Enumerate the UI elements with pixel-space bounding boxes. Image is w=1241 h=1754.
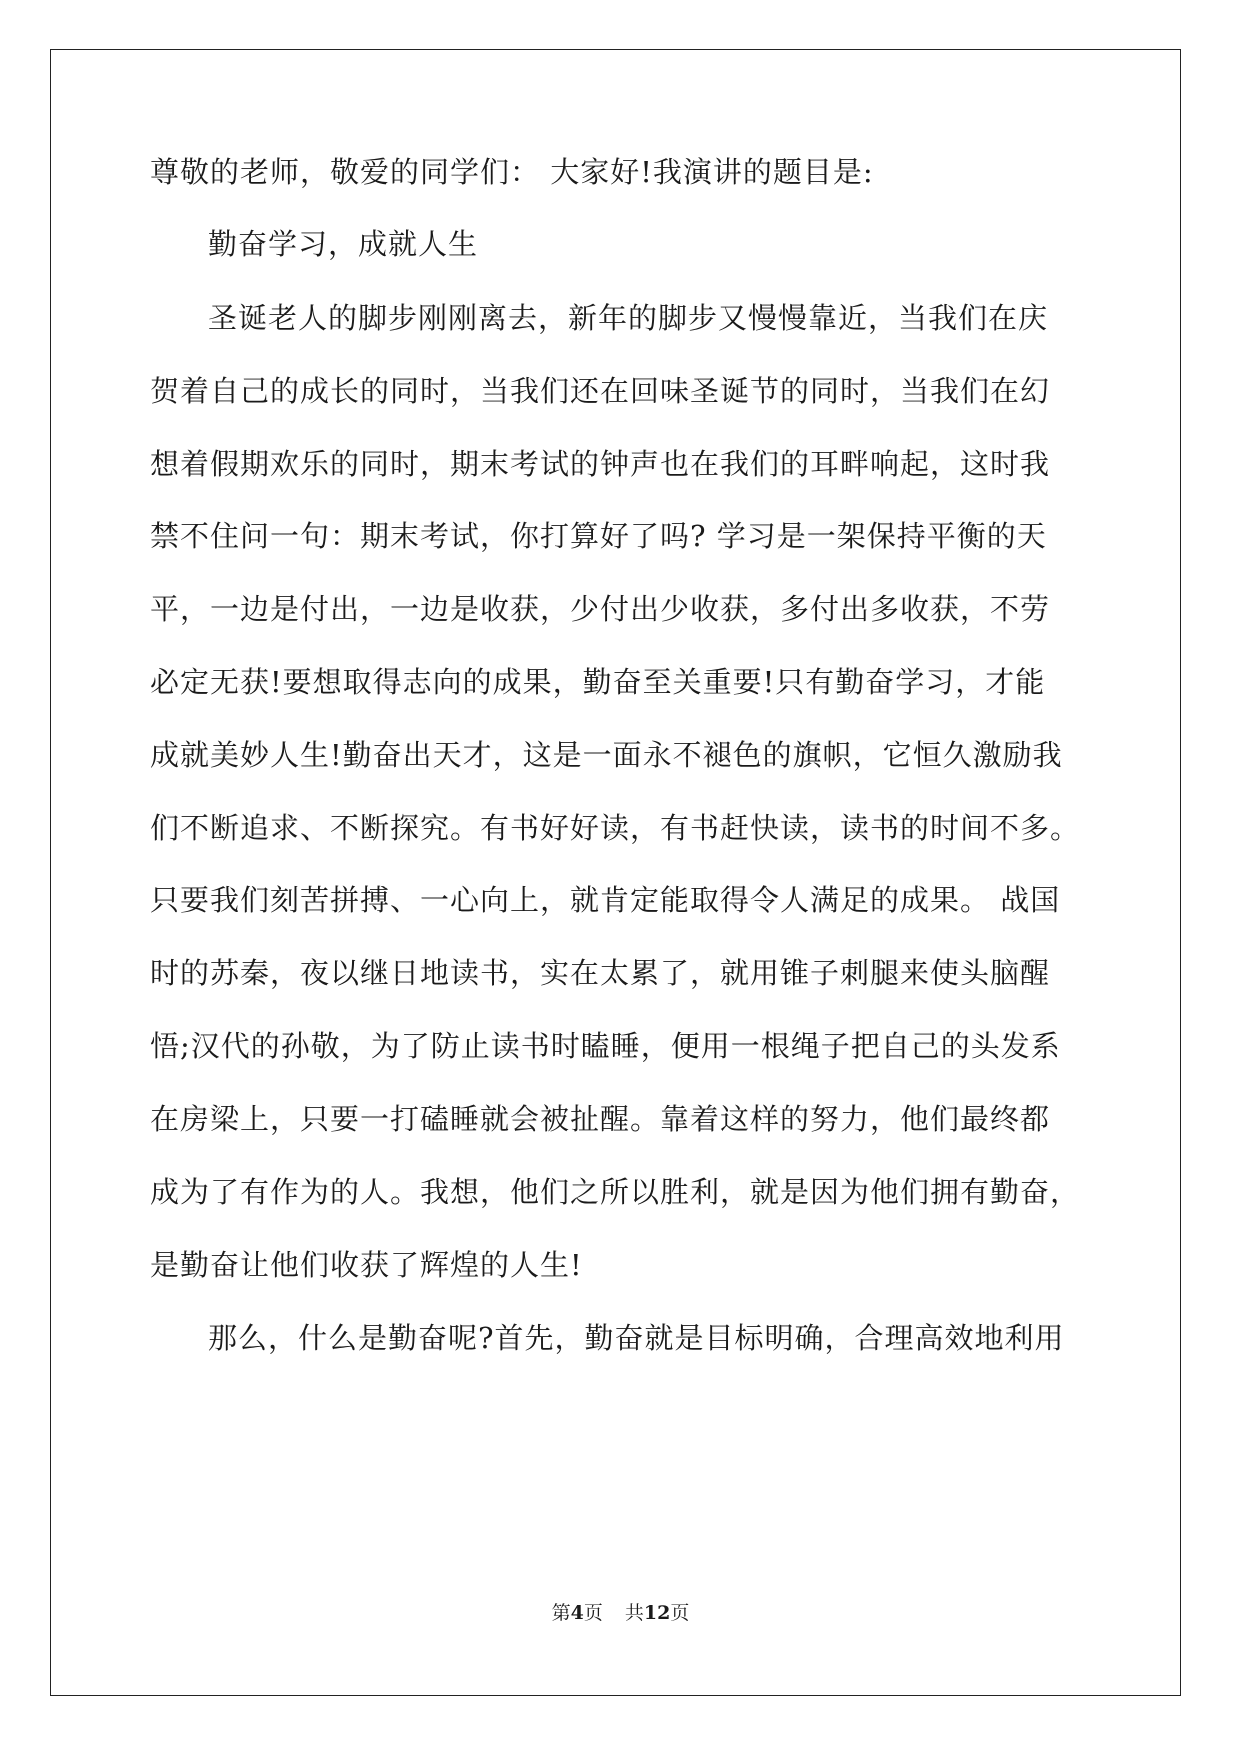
text-line: 成就美妙人生!勤奋出天才，这是一面永不褪色的旗帜，它恒久激励我 — [150, 738, 1063, 772]
text-line: 平，一边是付出，一边是收获，少付出少收获，多付出多收获，不劳 — [150, 592, 1051, 626]
page-total-prefix: 共 — [624, 1602, 644, 1624]
paragraph-start: 那么，什么是勤奋呢?首先，勤奋就是目标明确，合理高效地利用 — [208, 1321, 1065, 1355]
page-border — [50, 49, 1181, 1696]
text-line: 在房梁上，只要一打磕睡就会被扯醒。靠着这样的努力，他们最终都 — [150, 1102, 1051, 1136]
page-number-suffix: 页 — [583, 1602, 603, 1624]
speech-title: 勤奋学习，成就人生 — [208, 227, 479, 261]
text-line: 只要我们刻苦拼搏、一心向上，就肯定能取得令人满足的成果。 战国 — [150, 883, 1061, 917]
page-number-prefix: 第 — [551, 1602, 571, 1624]
page-number-current: 4 — [570, 1602, 584, 1624]
text-line: 想着假期欢乐的同时，期末考试的钟声也在我们的耳畔响起，这时我 — [150, 447, 1051, 481]
page-total-suffix: 页 — [670, 1602, 690, 1624]
text-line: 成为了有作为的人。我想，他们之所以胜利，就是因为他们拥有勤奋， — [150, 1175, 1081, 1209]
paragraph-start: 圣诞老人的脚步刚刚离去，新年的脚步又慢慢靠近，当我们在庆 — [208, 301, 1049, 335]
text-line: 贺着自己的成长的同时，当我们还在回味圣诞节的同时，当我们在幻 — [150, 374, 1051, 408]
text-line: 必定无获!要想取得志向的成果，勤奋至关重要!只有勤奋学习，才能 — [150, 665, 1046, 699]
text-line: 是勤奋让他们收获了辉煌的人生! — [150, 1248, 583, 1282]
text-line: 尊敬的老师，敬爱的同学们： 大家好!我演讲的题目是: — [150, 155, 874, 189]
text-line: 时的苏秦，夜以继日地读书，实在太累了，就用锥子刺腿来使头脑醒 — [150, 956, 1051, 990]
text-line: 悟;汉代的孙敬，为了防止读书时瞌睡，便用一根绳子把自己的头发系 — [150, 1029, 1061, 1063]
text-line: 们不断追求、不断探究。有书好好读，有书赶快读，读书的时间不多。 — [150, 811, 1081, 845]
page-total-count: 12 — [643, 1602, 671, 1624]
text-line: 禁不住问一句：期末考试，你打算好了吗? 学习是一架保持平衡的天 — [150, 519, 1047, 553]
page-footer — [0, 1601, 1241, 1625]
